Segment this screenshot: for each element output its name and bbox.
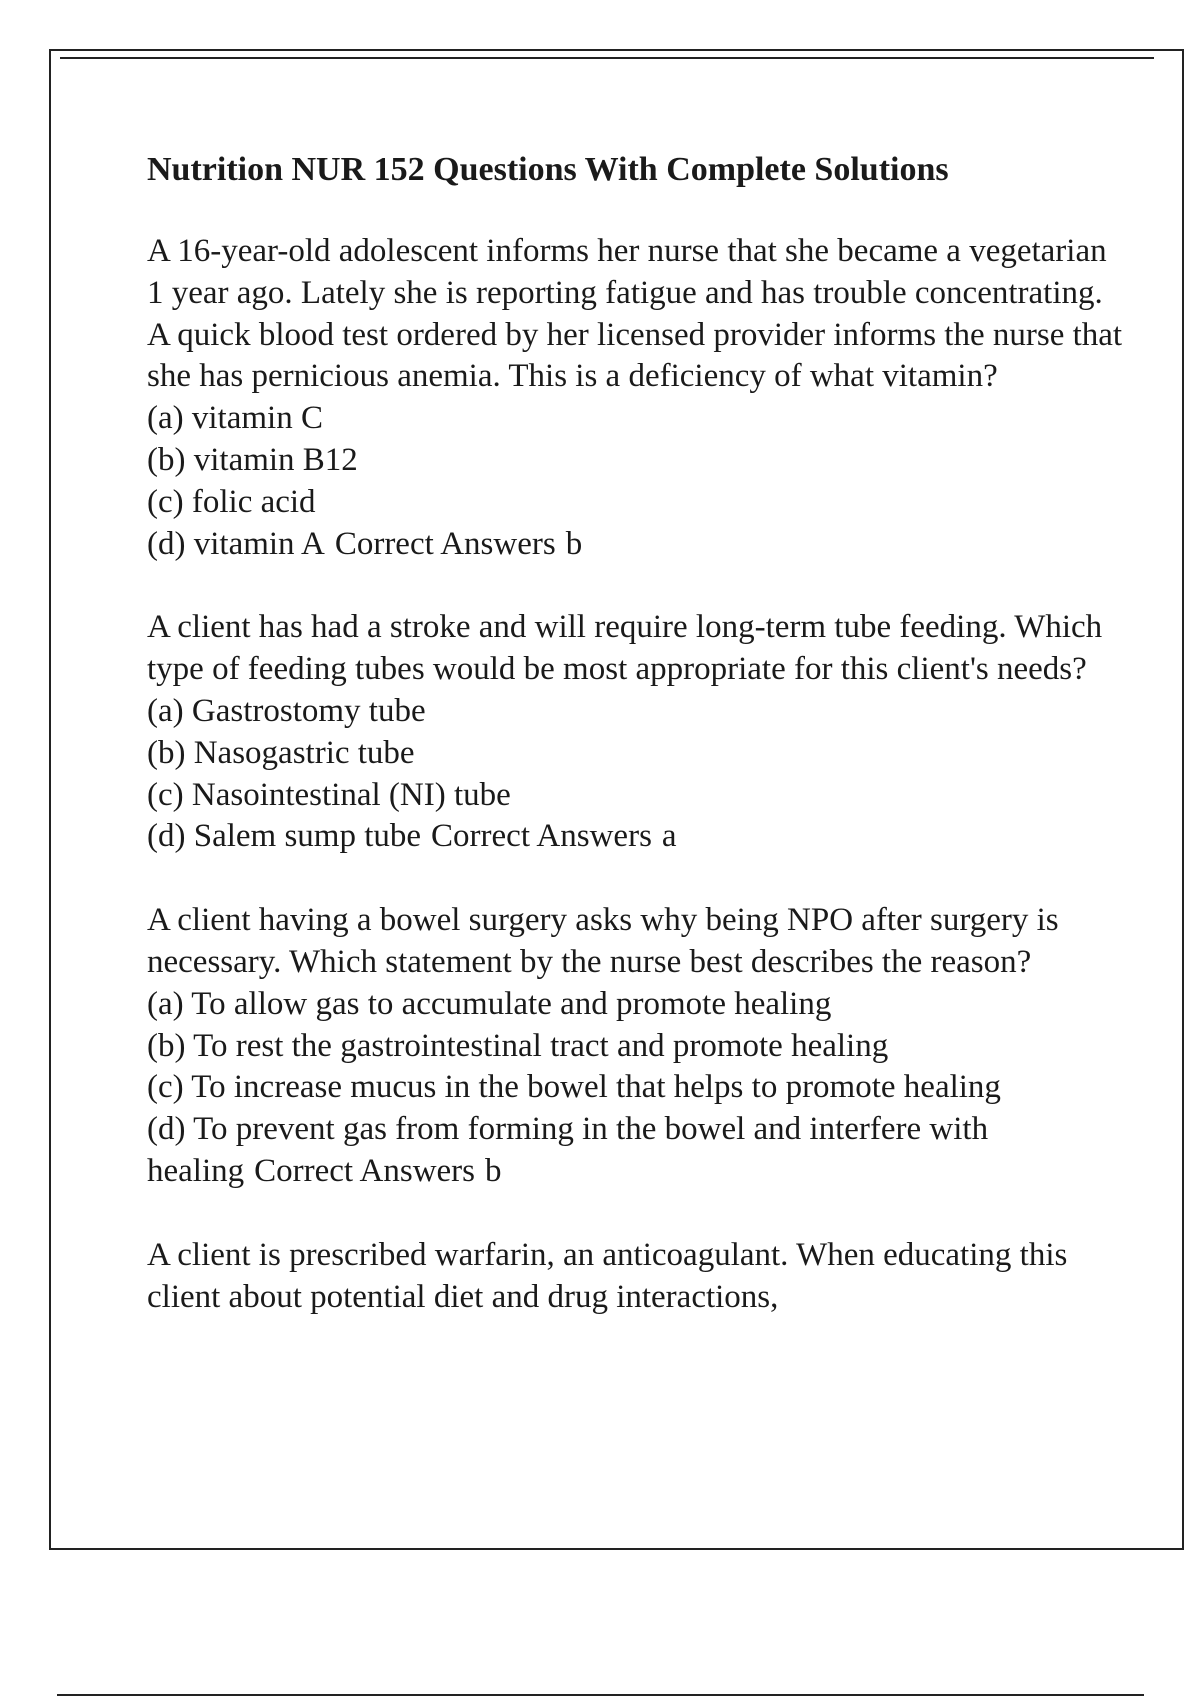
answer-value: b — [485, 1152, 502, 1189]
question-2 — [147, 607, 1127, 858]
question-text: A client having a bowel surgery asks why being NPO after surgery is necessary. Which statement by the nurse best describes the reason? — [147, 902, 1059, 980]
answer-label: Correct Answers — [431, 818, 652, 855]
option-b: (b) Nasogastric tube — [147, 734, 415, 771]
option-d: (d) To prevent gas from forming in the bowel and interfere with healing — [147, 1111, 989, 1189]
question-text: A client has had a stroke and will require long-term tube feeding. Which type of feeding tubes would be most appropriate for this client's needs? — [147, 609, 1103, 688]
question-3 — [147, 900, 1127, 1193]
answer-value: b — [565, 525, 583, 562]
answer-value: a — [661, 818, 677, 855]
option-a: (a) vitamin C — [147, 400, 323, 437]
page-frame — [49, 49, 1184, 1550]
option-a: (a) To allow gas to accumulate and promote healing — [147, 985, 832, 1022]
option-d-with-answer — [147, 1109, 1127, 1193]
option-b: (b) vitamin B12 — [147, 441, 358, 478]
question-4 — [147, 1235, 1127, 1319]
answer-label: Correct Answers — [254, 1152, 476, 1189]
question-text: A client is prescribed warfarin, an anticoagulant. When educating this client about potential diet and drug interactions, — [147, 1236, 1068, 1315]
document-title: Nutrition NUR 152 Questions With Complete Solutions — [147, 151, 949, 188]
question-1 — [147, 231, 1127, 565]
option-d-with-answer — [147, 524, 1127, 566]
answer-label: Correct Answers — [334, 525, 556, 562]
top-divider — [60, 57, 1154, 59]
option-d: (d) vitamin A — [147, 525, 325, 562]
document-content — [147, 149, 1127, 1360]
option-c: (c) folic acid — [147, 483, 316, 520]
option-c: (c) To increase mucus in the bowel that helps to promote healing — [147, 1069, 1001, 1106]
option-b: (b) To rest the gastrointestinal tract and promote healing — [147, 1027, 889, 1064]
option-d-with-answer — [147, 816, 1127, 858]
bottom-divider — [57, 1694, 1144, 1696]
option-a: (a) Gastrostomy tube — [147, 692, 426, 729]
question-text: A 16-year-old adolescent informs her nurse that she became a vegetarian 1 year ago. Lately she is reporting fatigue and has trouble concentrating. A quick blood test ordered by her licensed provider informs the nurse that she has pernicious anemia. This is a deficiency of what vitamin? — [147, 233, 1123, 395]
option-d: (d) Salem sump tube — [147, 818, 422, 855]
option-c: (c) Nasointestinal (NI) tube — [147, 776, 511, 813]
